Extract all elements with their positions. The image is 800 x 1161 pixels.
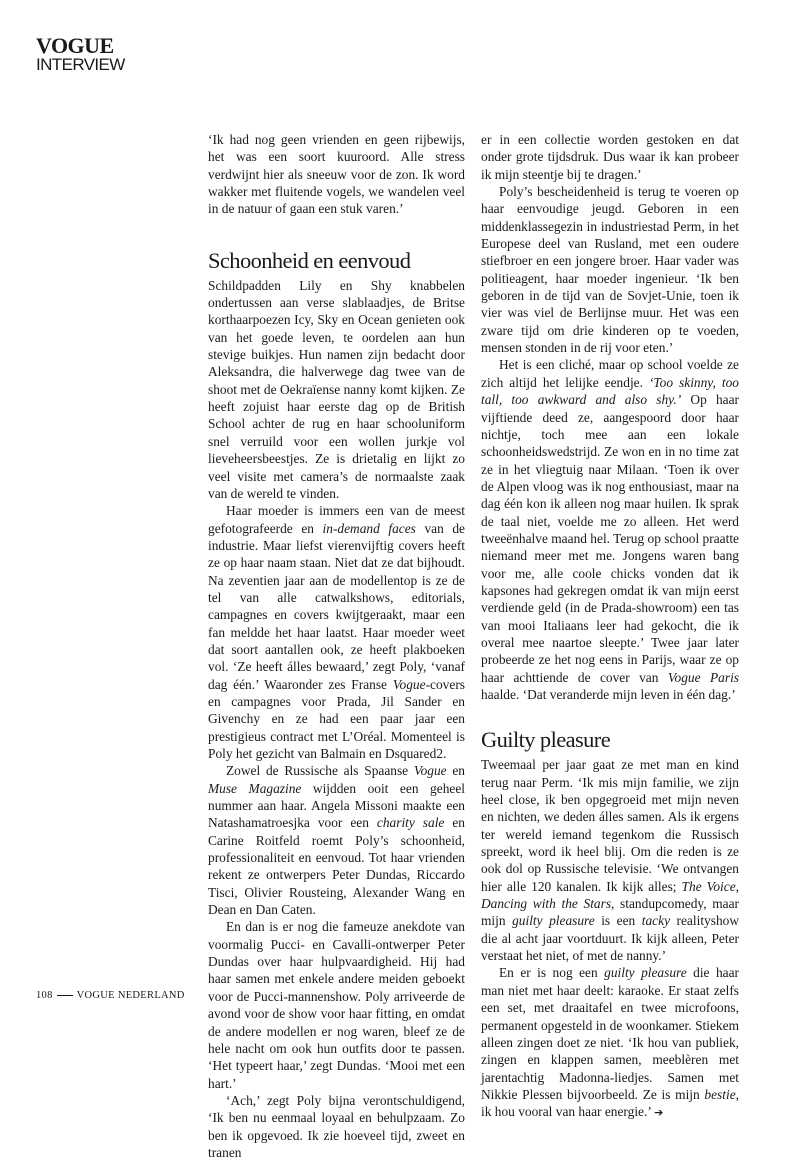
section-label: INTERVIEW <box>36 55 125 74</box>
text-span: Het is een cliché, maar op school voelde ze zich altijd het lelijke eendje. <box>481 357 739 390</box>
text-span: en Carine Roitfeld roemt Poly’s schoonheid, professionaliteit en eenvoud. Tot haar vrienden rekent ze ontwerpers Peter Dundas, Riccardo Tisci, Olivier Rousteing, Alexander Wang en Dean en Dan Caten. <box>208 815 465 918</box>
emphasis: charity sale <box>376 815 445 831</box>
emphasis: ‘Too skinny, too tall, too awkward and also shy.’ <box>481 374 739 408</box>
continue-arrow-icon: ➔ <box>654 1106 664 1120</box>
paragraph: ‘Ach,’ zegt Poly bijna verontschuldigend, ‘Ik ben nu eenmaal loyaal en behulpzaam. Zo ben ik opgevoed. Ik zie hoeveel tijd, zweet en tranen <box>208 1092 465 1160</box>
right-column <box>481 131 739 1122</box>
text-span: En er is nog een <box>499 965 605 981</box>
text-span: -covers en campagnes voor Prada, Jil Sander en Givenchy en ze had een paar jaar een prestigieus contract met L’Oréal. Momenteel is Poly het gezicht van Balmain en Dsquared2. <box>208 676 465 761</box>
emphasis: Vogue Paris <box>667 669 739 685</box>
emphasis: bestie <box>704 1086 736 1102</box>
emphasis: guilty pleasure <box>512 913 595 929</box>
masthead <box>36 33 125 74</box>
paragraph: ‘Ik had nog geen vrienden en geen rijbewijs, het was een soort kuuroord. Alle stress verdwijnt hier als sneeuw voor de zon. Ik word wakker met fluitende vogels, we wandelen veel in de natuur of gaan een stuk varen.’ <box>208 132 465 217</box>
text-span: van de industrie. Maar liefst vierenvijftig covers heeft ze op haar naam staan. Niet dat ze dat bijhoudt. Na zeventien jaar aan de modellentop is ze de tel van alle catwalkshows, editorials, campagnes en covers kwijtgeraakt, maar een fan meldde het haar laatst. Haar moeder weet dat soort aantallen ook, ze heeft plakboeken vol. ‘Ze heeft álles bewaard,’ zegt Poly, ‘vanaf dag één.’ Waaronder zes Franse <box>208 520 465 692</box>
text-span: , ik hou vooral van haar energie.’ <box>481 1086 739 1120</box>
vogue-logo: VOGUE <box>36 33 114 58</box>
text-span: haalde. ‘Dat veranderde mijn leven in één dag.’ <box>481 687 736 702</box>
emphasis: guilty pleasure <box>604 965 687 981</box>
paragraph <box>208 762 465 918</box>
emphasis: Vogue <box>413 763 447 779</box>
emphasis: The Voice, Dancing with the Stars <box>481 878 739 912</box>
emphasis: Vogue <box>392 676 426 692</box>
emphasis: Muse Magazine <box>208 780 302 796</box>
text-span: en <box>446 763 465 779</box>
text-span: die haar man niet met haar deelt: karaoke. Er staat zelfs een set, met draaitafel en twee microfoons, permanent opgesteld in de woonkamer. Stiekem alleen zingen doet ze niet. ‘Ik hou van publiek, zingen en klappen samen, meeblèren met jarentachtig Madonna-liedjes. Samen met Nikkie Plessen bijvoorbeeld. Ze is mijn <box>481 965 739 1102</box>
text-span: Haar moeder is immers een van de meest gefotografeerde en <box>208 503 465 536</box>
text-span: is een <box>594 913 642 929</box>
paragraph <box>481 356 739 703</box>
text-span: Tweemaal per jaar gaat ze met man en kind terug naar Perm. ‘Ik mis mijn familie, we zijn heel close, ik ben opgegroeid met mijn neven en nichten, we deden álles samen. Als ik ergens ter wereld iemand tegenkom die Russisch spreekt, word ik heel blij. Om die reden is ze ook dol op Russische televisie. ‘We ontvangen hier alle 120 kanalen. Ik kijk alles; <box>481 757 739 894</box>
paragraph: En dan is er nog die fameuze anekdote van voormalig Pucci- en Cavalli-ontwerper Peter Dundas over haar hulpvaardigheid. Hij had haar samen met enkele andere meiden geboekt voor de Pucci-mannenshow. Poly arriveerde de avond voor de show voor haar fitting, en omdat de andere modellen er nog waren, bleef ze de hele nacht om ook hun outfits door te passen. ‘Het typeert haar,’ zegt Dundas. ‘Mooi met een hart.’ <box>208 919 465 1091</box>
left-column <box>208 131 465 1161</box>
emphasis: tacky <box>641 913 671 929</box>
text-span: , standupcomedy, maar mijn <box>481 896 739 929</box>
section-heading: Schoonheid en eenvoud <box>208 247 411 273</box>
publication-name: VOGUE NEDERLAND <box>76 990 185 1001</box>
text-span: realityshow die al acht jaar voortduurt. Ik kijk alleen, Peter verstaat het niet, of met de nanny.’ <box>481 913 740 964</box>
footer-divider <box>57 995 73 996</box>
text-span: Op haar vijftiende deed ze, aangespoord door haar nichtje, toch mee aan een lokale schoonheidswedstrijd. Ze won en in no time zat ze in het vliegtuig naar Milaan. ‘Toen ik over de Alpen vloog was ik nog enthousiast, maar na dag één kon ik alleen nog maar huilen. Ik sprak de taal niet, voelde me zo alleen. Het werd tweeënhalve maand hel. Terug op school praatte niemand meer met me. Jongens waren bang voor me, alle coole chicks vonden dat ik kapsones had gekregen omdat ik van mijn eerst verdiende geld (in de Prada-showroom) een tas van mooi Italiaans leer had gekocht, die ik overal mee naartoe sleepte.’ Twee jaar later probeerde ze het nog eens in Parijs, waar ze op haar achttiende de cover van <box>481 392 739 685</box>
text-span: wijdden ooit een geheel nummer aan haar. Angela Missoni maakte een Natashamatroesjka voor een <box>208 780 465 831</box>
emphasis: in-demand faces <box>322 520 416 536</box>
text-span: Zowel de Russische als Spaanse <box>226 763 414 779</box>
page-footer <box>36 990 185 1001</box>
paragraph: er in een collectie worden gestoken en dat onder grote tijdsdruk. Dus waar ik kan probeer ik mijn steentje bij te dragen.’ <box>481 132 739 182</box>
paragraph: Poly’s bescheidenheid is terug te voeren op haar eenvoudige jeugd. Geboren in een middenklassegezin in industriestad Perm, in het Europese deel van Rusland, met een oudere stiefbroer en een jongere broer. Haar vader was politieagent, haar moeder ingenieur. ‘Ik ben geboren in de tijd van de Sovjet-Unie, toen ik vier was viel de Berlijnse muur. Het was een zware tijd om drie kinderen op te voeden, mensen stonden in de rij voor eten.’ <box>481 184 739 356</box>
section-heading: Guilty pleasure <box>481 727 611 753</box>
paragraph <box>208 502 465 762</box>
page-number: 108 <box>36 990 53 1001</box>
paragraph: Schildpadden Lily en Shy knabbelen ondertussen aan verse slablaadjes, de Britse korthaarpoezen Icy, Sky en Ocean genieten ook van het goede leven, te oordelen aan hun stevige buikjes. Hun namen zijn bedacht door Aleksandra, die halverwege dag twee van de shoot met de Oekraïense nanny komt kijken. Ze heeft zojuist haar eerste dag op de British School achter de rug en haar schooluniform snel verruild voor een wollen jurkje vol lieveheersbeestjes. Ze is drietalig en lijkt zo veel visite met camera’s de normaalste zaak van de wereld te vinden. <box>208 277 465 501</box>
paragraph <box>481 964 739 1121</box>
paragraph <box>481 756 739 964</box>
